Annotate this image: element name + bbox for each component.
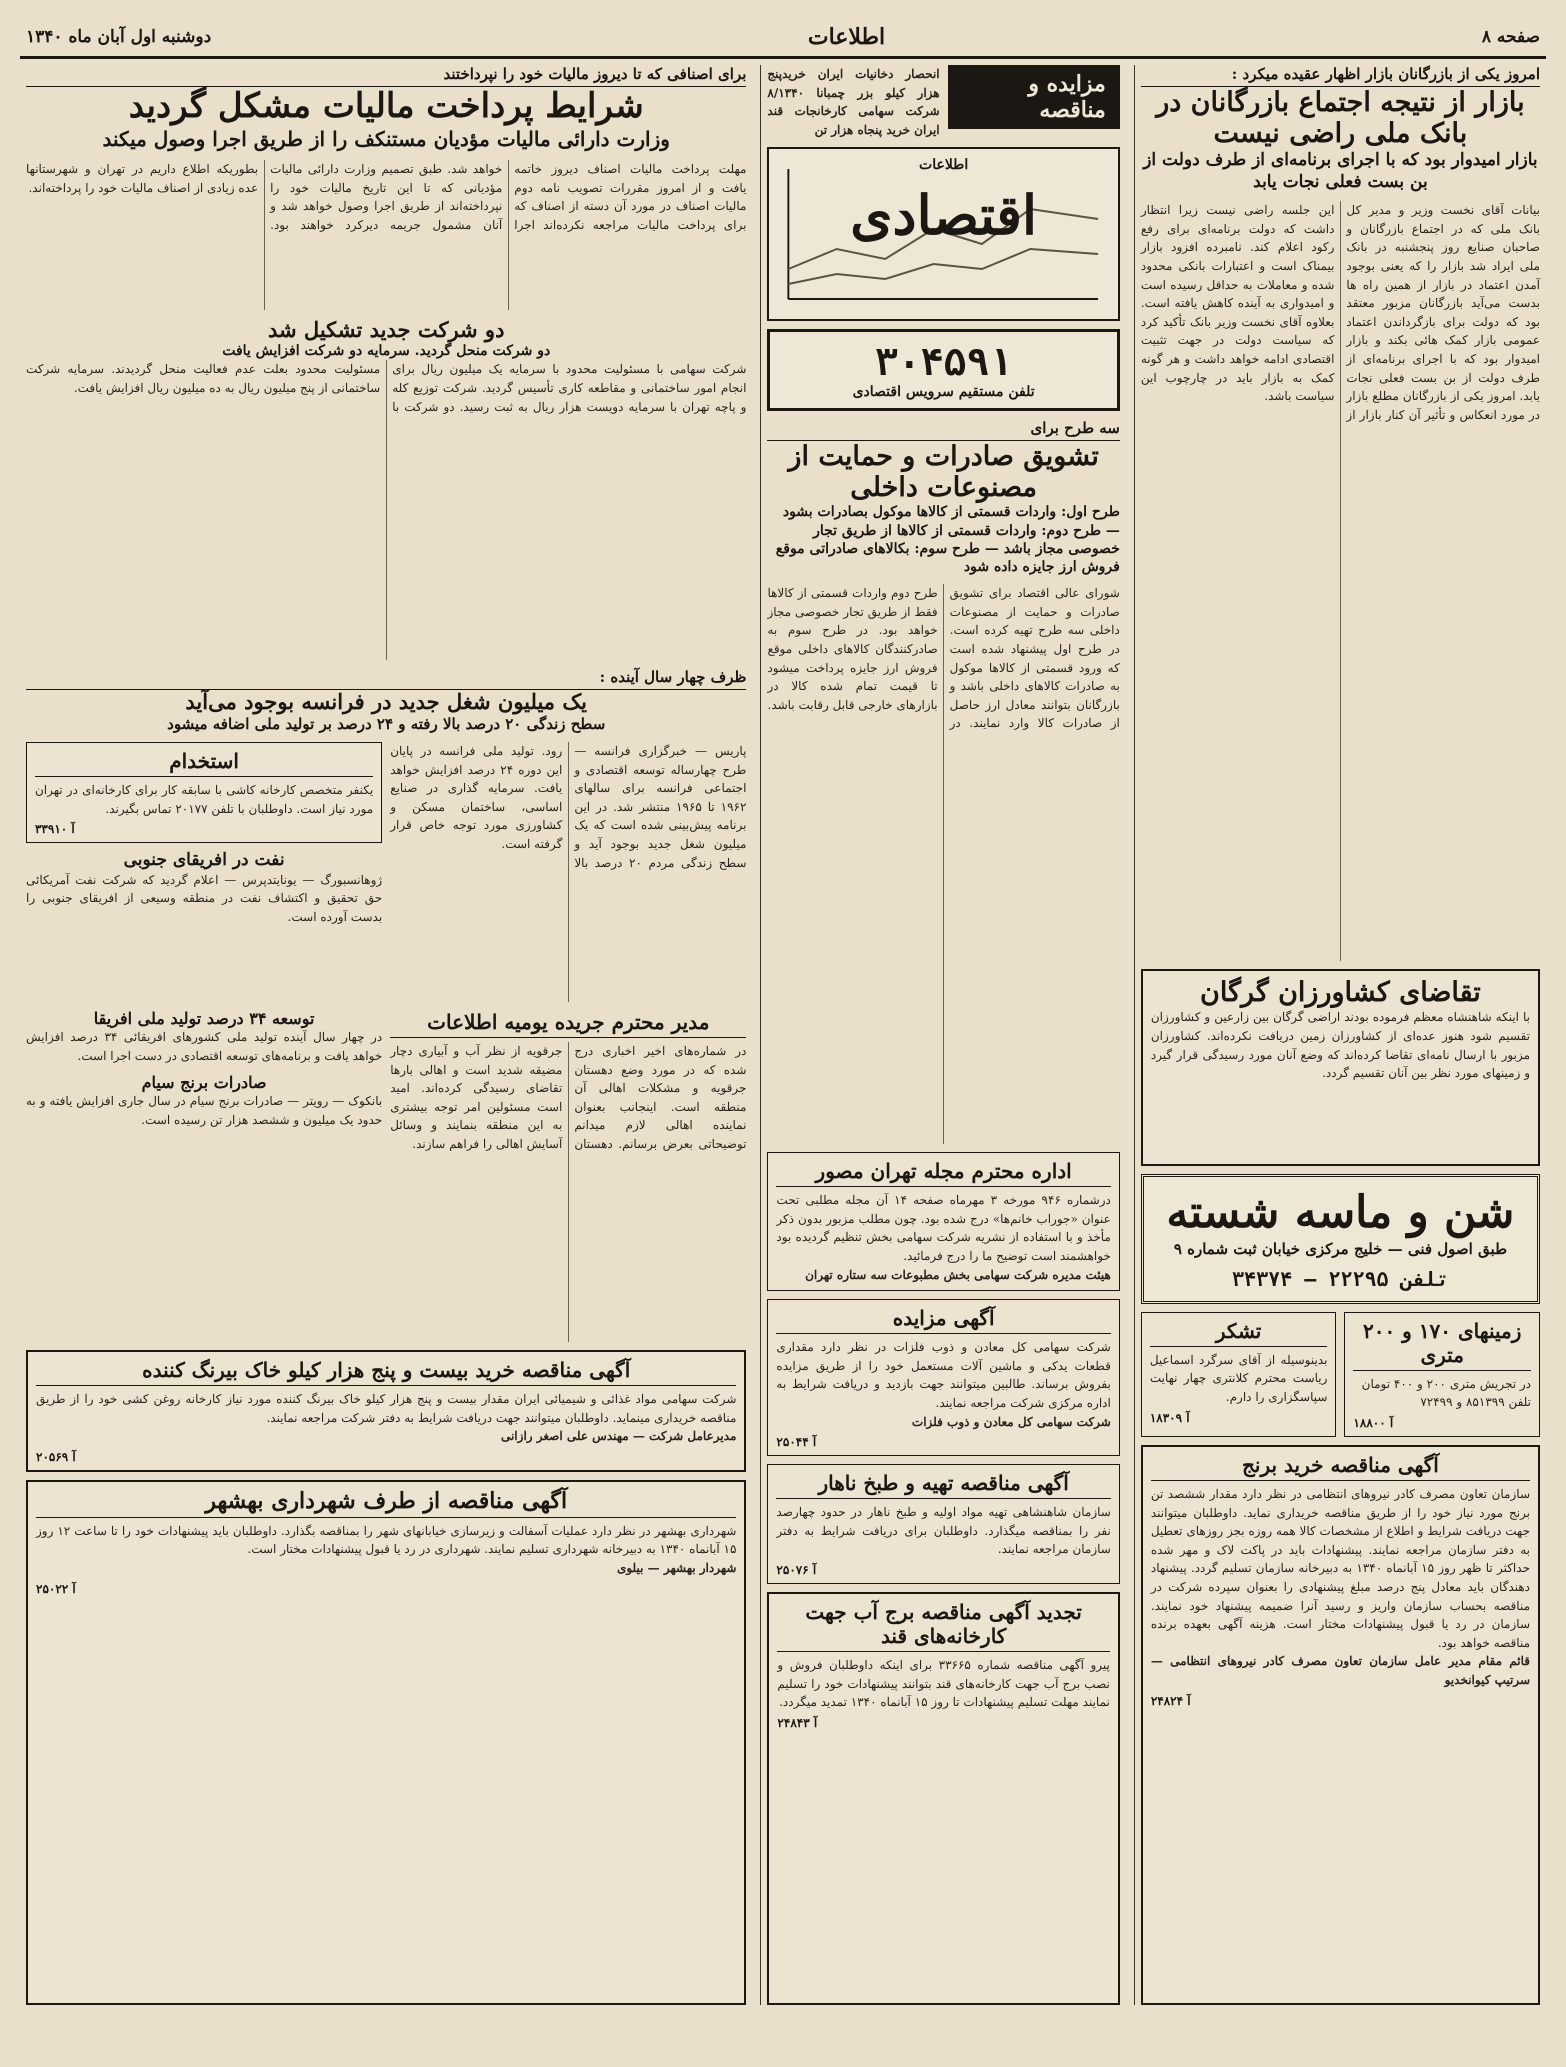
left-mid-row <box>26 318 746 660</box>
export-body: شورای عالی اقتصاد برای تشویق صادرات و حمایت از مصنوعات داخلی سه طرح تهیه کرده است. در طرح اول پیشنهاد شده است که ورود قسمتی از کالاها موکول به صادرات کالاهای داخلی باشد و بازرگانان بتوانند معادل ارز حاصل از صادرات کالا وارد نمایند. در طرح دوم واردات قسمتی از کالاها فقط از طریق تجار خصوصی مجاز خواهد بود. در طرح سوم به صادرکنندگان کالاهای داخلی موقع فروش ارز جایزه پرداخت میشود تا قیمت تمام شده کالا در بازارهای خارجی قابل رقابت باشد. <box>767 586 1120 731</box>
land-ad-title: زمینهای ۱۷۰ و ۲۰۰ متری <box>1353 1319 1531 1371</box>
water-tower-ad <box>767 1592 1119 2005</box>
water-tower-code: آ ۲۴۸۴۳ <box>777 1715 818 1730</box>
behshahr-tender-title: آگهی مناقصه از طرف شهرداری بهشهر <box>36 1488 736 1518</box>
lunch-tender-title: آگهی مناقصه تهیه و طبخ ناهار <box>776 1471 1110 1499</box>
company-sub: دو شرکت منحل گردید. سرمایه دو شرکت افزایش یافت <box>222 343 551 360</box>
economic-phone-number: ۳۰۴۵۹۱ <box>874 340 1013 385</box>
tax-kicker: برای اصنافی که تا دیروز مالیات خود را نپرداختند <box>26 65 746 87</box>
africa-body: ژوهانسبورگ — یونایتدپرس — اعلام گردید که شرکت نفت آمریکائی حق تحقیق و اکتشاف نفت در منطقه وسیعی از افریقای جنوبی را بدست آورده است. <box>25 872 383 924</box>
siam-rice-article <box>26 1074 382 1130</box>
magazine-notice-title: اداره محترم مجله تهران مصور <box>776 1159 1110 1187</box>
paper-name: اطلاعات <box>807 24 886 50</box>
recruit-ad <box>26 742 382 843</box>
water-tower-title: تجدید آگهی مناقصه برج آب جهت کارخانه‌های قند <box>777 1600 1109 1652</box>
thanks-text: بدینوسیله از آقای سرگرد اسماعیل ریاست محترم کلانتری چهار نهایت سپاسگزاری را دارم. <box>1149 1352 1328 1405</box>
france-sub: سطح زندگی ۲۰ درصد بالا رفته و ۲۴ درصد بر تولید ملی اضافه میشود <box>167 714 606 733</box>
land-ad-text: در تجریش متری ۲۰۰ و ۴۰۰ تومان <box>1361 1376 1531 1391</box>
tax-subhead: وزارت دارائی مالیات مؤدیان مستنکف را از طریق اجرا وصول میکند <box>102 127 670 152</box>
siam-rice-body: بانکوک — رویتر — صادرات برنج سیام در سال جاری افزایش یافته و به حدود یک میلیون و ششصد هزار تن رسیده است. <box>25 1094 383 1127</box>
rice-tender-code: آ ۲۴۸۲۴ <box>1150 1693 1191 1708</box>
france-kicker: ظرف چهار سال آینده : <box>26 668 746 690</box>
tax-body: مهلت پرداخت مالیات اصناف دیروز خاتمه یافت و از امروز مقررات تصویب نامه دوم مالیات اصناف در مورد آن دسته از اصناف که برای پرداخت مالیات مراجعه نکرده‌اند اجرا خواهد شد. طبق تصمیم وزارت دارائی مالیات مؤدیانی که تا این تاریخ مالیات خود را نپرداخته‌اند از طریق اجرا وصول خواهد شد و آنان مشمول جریمه دیرکرد خواهند بود. بطوریکه اطلاع داریم در تهران و شهرستانها عده زیادی از اصناف مالیات خود را پرداخته‌اند. <box>26 162 747 232</box>
letter-article <box>390 1010 746 1342</box>
column-left <box>20 65 752 2005</box>
clay-tender-text: شرکت سهامی مواد غذائی و شیمیائی ایران مقدار بیست و پنج هزار کیلو خاک بیرنگ کننده مورد نیاز کارخانه روغن کشی خود را از طریق مناقصه خریداری مینماید. داوطلبان میتوانند جهت دریافت شرایط به دفتر شرکت مراجعه نمایند. <box>36 1392 737 1425</box>
tender-note: انحصار دخانیات ایران خریدپنج هزار کیلو بزر چمبانا ۸/۱۳۴۰ شرکت سهامی کارخانجات قند ایران خرید پنجاه هزار تن <box>767 67 940 137</box>
company-article <box>26 318 746 660</box>
issue-date: دوشنبه اول آبان ماه ۱۳۴۰ <box>26 27 212 47</box>
tender-logo-row <box>767 65 1119 139</box>
letter-row <box>26 1010 746 1342</box>
small-ads-row <box>1141 1174 1540 1304</box>
behshahr-tender-text: شهرداری بهشهر در نظر دارد عملیات آسفالت و زیرسازی خیابانهای شهر را بمناقصه بگذارد. داوطلبان باید پیشنهادات خود را تا ساعت ۱۲ روز ۱۵ آبانماه ۱۳۴۰ به دبیرخانه شهرداری تسلیم نمایند. شهرداری در رد یا قبول پیشنهادات مختار است. <box>36 1523 737 1557</box>
economic-section-logo <box>767 147 1119 321</box>
lead-kicker: امروز یکی از بازرگانان بازار اظهار عقیده میکرد : <box>1141 65 1540 87</box>
behshahr-tender-sign: شهردار بهشهر — بیلوی <box>616 1561 737 1576</box>
sand-ad-title: شن و ماسه شسته <box>1166 1187 1515 1239</box>
columns <box>20 65 1546 2005</box>
masthead <box>20 20 1546 59</box>
rice-tender-text: سازمان تعاون مصرف کادر نیروهای انتظامی در نظر دارد مقدار ششصد تن برنج مورد نیاز خود را از طریق مناقصه خریداری نماید. داوطلبان میتوانند جهت دریافت شرایط و اطلاع از مشخصات کالا همه روزه بجز روزهای تعطیل به دفتر سازمان مراجعه نمایند. پیشنهادات باید در پاکت لاک و مهر شده حداکثر تا ظهر روز ۱۵ آبانماه ۱۳۴۰ به دبیرخانه سازمان تسلیم گردد. پیشنهاد دهندگان باید معادل پنج درصد مبلغ پیشنهادی را بعنوان سپرده شرکت در مناقصه بحساب سازمان واریز و رسید آنرا ضمیمه پیشنهاد خود نمایند. سازمان در رد یا قبول پیشنهادات مختار است. هزینه آگهی بعهده برنده مناقصه خواهد بود. <box>1150 1487 1530 1650</box>
column-economy <box>760 65 1125 2005</box>
gorgan-body: با اینکه شاهنشاه معظم فرموده بودند اراضی گرگان بین زارعین و کشاورزان تقسیم شود هنوز عده‌ای از کشاورزان زمین دریافت نکرده‌اند. کشاورزان مزبور با ارسال نامه‌ای تقاضا کرده‌اند که وضع آنان مورد رسیدگی قرار گیرد و زمینهای مورد نظر بین آنان تقسیم گردد. <box>1150 1010 1530 1081</box>
export-kicker: سه طرح برای <box>767 419 1119 441</box>
thanks-ad <box>1141 1312 1337 1437</box>
clay-tender-title: آگهی مناقصه خرید بیست و پنج هزار کیلو خاک بیرنگ کننده <box>36 1358 736 1386</box>
gorgan-article <box>1141 969 1540 1166</box>
gorgan-headline: تقاضای کشاورزان گرگان <box>1200 977 1481 1009</box>
france-body: پاریس — خبرگزاری فرانسه — طرح چهارساله توسعه اقتصادی و اجتماعی فرانسه برای سالهای ۱۹۶۲ تا ۱۹۶۵ منتشر شد. در این برنامه پیش‌بینی شده است که یک میلیون شغل جدید بوجود آید و سطح زندگی مردم ۲۰ درصد بالا رود. تولید ملی فرانسه در پایان این دوره ۲۴ درصد افزایش خواهد یافت. سرمایه گذاری در صنایع اساسی، ساختمان مسکن و کشاورزی مورد توجه خاص قرار گرفته است. <box>390 744 747 870</box>
auction-ad <box>767 1299 1119 1456</box>
economic-logo-brand: اقتصادی <box>850 183 1037 248</box>
thanks-title: تشکر <box>1150 1319 1328 1347</box>
letter-title: مدیر محترم جریده یومیه اطلاعات <box>390 1010 746 1038</box>
recruit-ad-code: آ ۳۳۹۱۰ <box>34 822 75 837</box>
auction-ad-title: آگهی مزایده <box>776 1306 1110 1334</box>
auction-ad-text: شرکت سهامی کل معادن و ذوب فلزات در نظر دارد مقداری قطعات یدکی و ماشین آلات مستعمل خود را از طریق مزایده بفروش برساند. طالبین میتوانند جهت بازدید و دریافت شرایط به اداره مرکزی شرکت مراجعه نمایند. <box>776 1340 1111 1410</box>
rice-tender-ad <box>1141 1445 1540 2005</box>
lunch-tender-code: آ ۲۵۰۷۶ <box>776 1562 817 1577</box>
france-headline: یک میلیون شغل جدید در فرانسه بوجود می‌آید <box>185 689 587 715</box>
clay-tender-ad <box>26 1350 746 1472</box>
clay-tender-code: آ ۲۰۵۶۹ <box>36 1449 76 1464</box>
company-headline: دو شرکت جدید تشکیل شد <box>267 317 505 343</box>
export-plans: طرح اول: واردات قسمتی از کالاها موکول بصادرات بشود — طرح دوم: واردات قسمتی از کالاها از طریق تجار خصوصی مجاز باشد — طرح سوم: بکالاهای صادراتی موقع فروش ارز جایزه داده شود <box>775 504 1120 576</box>
tax-headline: شرایط پرداخت مالیات مشکل گردید <box>128 86 644 126</box>
lead-body: بیانات آقای نخست وزیر و مدیر کل بانک ملی که در اجتماع بازرگانان و صاحبان صنایع روز پنجشنبه در بانک ملی ایراد شد بازار را که یعنی بوجود آمدن اعتماد در بازار از همین راه ها بدست می‌آید بازرگانان مزبور معتقد بود که دولت برای بازگرداندن اعتماد عمومی بازار کمک هائی بکند و بازار امیدوار بود که با اجرای برنامه‌ای از طرف دولت از بن بست فعلی نجات یابد. امروز یکی از بازرگانان مطلع بازار در مورد انعکاس و تأثیر آن کنار بازار از این جلسه راضی نیست زیرا انتظار داشت که دولت برنامه‌ای برای رفع رکود اعلام کند. نامبرده افزود بازار بیمناک است و اعتبارات بانکی محدود شده و معاملات به حداقل رسیده است و امیدواری به آینده کاهش یافته است. بعلاوه آقای نخست وزیر بانک تأکید کرد که سیاست دولت در جهت تثبیت اقتصادی ادامه خواهد داشت و هر گونه کمک به بازار باید در چارچوب این سیاست باشد. <box>1140 203 1540 422</box>
small-ads-row-2 <box>1141 1312 1540 1437</box>
land-ad-code: آ ۱۸۸۰۰ <box>1353 1416 1394 1431</box>
rice-tender-sign: قائم مقام مدیر عامل سازمان تعاون مصرف کادر نیروهای انتظامی — سرتیپ کیوانخدیو <box>1150 1654 1530 1687</box>
clay-tender-sign: مدیرعامل شرکت — مهندس علی اصغر رازانی <box>500 1429 737 1444</box>
lunch-tender-ad <box>767 1464 1119 1584</box>
letter-side <box>26 1010 382 1342</box>
france-article <box>26 668 746 734</box>
siam-rice-headline: صادرات برنج سیام <box>141 1072 267 1092</box>
thanks-code: آ ۱۸۳۰۹ <box>1149 1410 1190 1425</box>
france-body-row <box>26 742 746 1002</box>
magazine-notice-sign: هیئت مدیره شرکت سهامی بخش مطبوعات سه ستاره تهران <box>805 1267 1111 1282</box>
lead-headline: بازار از نتیجه اجتماع بازرگانان در بانک ملی راضی نیست <box>1156 87 1525 150</box>
tender-logo-stamp: مزایده و مناقصه <box>948 65 1120 129</box>
tender-logo <box>948 65 1120 139</box>
sand-ad <box>1141 1174 1540 1304</box>
africa-headline: نفت در افریقای جنوبی <box>123 850 285 871</box>
lead-subhead: بازار امیدوار بود که با اجرای برنامه‌ای از طرف دولت از بن بست فعلی نجات یابد <box>1143 150 1538 193</box>
water-tower-text: پیرو آگهی مناقصه شماره ۳۳۶۶۵ برای اینکه داوطلبان فروش و نصب برج آب جهت کارخانه‌های قند بتوانند پیشنهادات خود را تسلیم نمایند مهلت تسلیم پیشنهادات تا روز ۱۵ آبانماه ۱۳۴۰ تمدید میگردد. <box>777 1657 1110 1710</box>
africa-growth-body: در چهار سال آینده تولید ملی کشورهای افریقائی ۳۴ درصد افزایش خواهد یافت و برنامه‌های توسعه اقتصادی در دست اجرا است. <box>25 1030 383 1064</box>
magazine-notice <box>767 1152 1119 1291</box>
economic-logo-small: اطلاعات <box>919 157 969 174</box>
economic-phone <box>767 329 1119 411</box>
lunch-tender-text: سازمان شاهنشاهی تهیه مواد اولیه و طبخ ناهار در حدود چهارصد نفر را بمناقصه میگذارد. داوطلبان برای دریافت شرایط به دفتر سازمان مراجعه نمایند. <box>776 1505 1111 1557</box>
land-ad <box>1344 1312 1540 1437</box>
side-notes <box>26 742 382 1002</box>
export-article <box>767 419 1119 576</box>
behshahr-tender-ad <box>26 1480 746 2005</box>
magazine-notice-text: درشماره ۹۴۶ مورخه ۳ مهرماه صفحه ۱۴ آن مجله مطلبی تحت عنوان «جوراب خانم‌ها» درج شده بود. چون مطلب مزبور بدون ذکر مأخذ و با استفاده از نشریه شرکت سهامی بخش تنظیم گردیده بود خواهشمند است توضیح ما را درج فرمائید. <box>776 1193 1111 1263</box>
export-headline: تشویق صادرات و حمایت از مصنوعات داخلی <box>788 441 1099 504</box>
auction-ad-sign: شرکت سهامی کل معادن و ذوب فلزات <box>911 1414 1111 1429</box>
africa-growth-article <box>26 1010 382 1066</box>
chart-line-2 <box>789 249 1099 284</box>
auction-ad-code: آ ۲۵۰۴۴ <box>776 1435 817 1450</box>
tax-article <box>26 65 746 152</box>
column-lead <box>1134 65 1546 2005</box>
rice-tender-title: آگهی مناقصه خرید برنج <box>1151 1453 1530 1481</box>
sand-ad-address: طبق اصول فنی — خلیج مرکزی خیابان ثبت شماره ۹ <box>1173 1240 1508 1259</box>
africa-growth-headline: توسعه ۳۴ درصد تولید ملی افریقا <box>93 1009 315 1029</box>
page-number: صفحه ۸ <box>1481 27 1540 47</box>
newspaper-page <box>20 20 1546 2027</box>
africa-article <box>26 851 382 926</box>
sand-ad-phone: تلفن ۲۲۲۹۵ — ۳۴۳۷۴ <box>1232 1266 1449 1291</box>
behshahr-tender-code: آ ۲۵۰۲۲ <box>36 1581 76 1596</box>
recruit-ad-text: یکنفر متخصص کارخانه کاشی با سابقه کار برای کارخانه‌ای در تهران مورد نیاز است. داوطلبان با تلفن ۲۰۱۷۷ تماس بگیرند. <box>34 783 374 816</box>
land-ad-phone: تلفن ۸۵۱۳۹۹ و ۷۲۴۹۹ <box>1420 1395 1531 1410</box>
letter-body: در شماره‌های اخیر اخباری درج شده که در مورد وضع دهستان جرقویه و مشکلات اهالی آن منطقه است. اینجانب بعنوان نماینده اهالی لازم میدانم توضیحاتی بعرض برسانم. دهستان جرقویه از نظر آب و آبیاری دچار مضیقه شدید است و اهالی بارها تقاضای رسیدگی کرده‌اند. امید است مسئولین امر توجه بیشتری به این منطقه بنمایند و وسائل آسایش اهالی را فراهم سازند. <box>390 1044 747 1152</box>
company-body: شرکت سهامی با مسئولیت محدود با سرمایه یک میلیون ریال برای انجام امور ساختمانی و مقاطعه کاری تأسیس گردید. شرکت توزیع کله و پاچه تهران با سرمایه دویست هزار ریال به ثبت رسید. دو شرکت با مسئولیت محدود بعلت عدم فعالیت منحل گردیدند. سرمایه شرکت ساختمانی از پنج میلیون ریال به ده میلیون ریال افزایش یافت. <box>26 362 747 414</box>
lead-article <box>1141 65 1540 193</box>
economic-phone-label: تلفن مستقیم سرویس اقتصادی <box>852 384 1035 401</box>
recruit-ad-title: استخدام <box>35 749 373 777</box>
